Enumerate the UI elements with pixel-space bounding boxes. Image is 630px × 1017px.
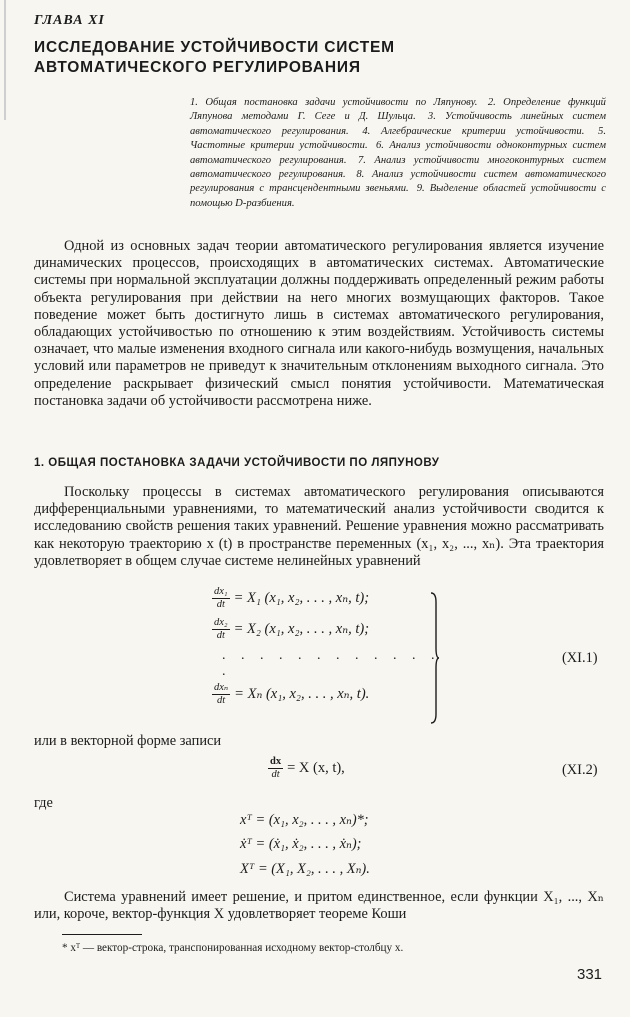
page-number: 331 xyxy=(577,966,603,983)
derivative-fraction: $\frac{\text{dxₙ}}{dt}$ xyxy=(214,682,229,706)
derivative-fraction: $\frac{\text{dx₁}}{dt}$ xyxy=(214,586,228,610)
equation-row-2 xyxy=(212,617,369,642)
contents-item-2: 2. Определение функций Ляпунова методами Г. Сеге и Д. Шульца. xyxy=(190,97,606,123)
vector-definition-X: Xᵀ = (X₁, X₂, . . . , Xₙ). xyxy=(240,861,370,877)
equation-rhs: = Xₙ (x₁, x₂, . . . , xₙ, t). xyxy=(234,686,370,702)
contents-item-7: 7. Анализ устойчивости многоконтурных систем автоматического регулирования. xyxy=(190,154,607,181)
intro-paragraph: Одной из основных задач теории автоматического регулирования является изучение динамических процессов, происходящих в автоматических системах. Автоматические системы при нормальной эксплуатации должны поддерживать определенный режим работы объекта регулирования при действии на него многих возмущающих факторов. Такое поведение может быть достигнуто лишь в системах автоматического регулирования, обладающих устойчивостью по отношению к этим воздействиям. Устойчивость системы означает, что малые изменения входного сигнала или какого-нибудь возмущения, начальных условий или параметров не приведут к значительным отклонениям выходного сигнала. Это определение раскрывает физический смысл понятия устойчивости. Математическая постановка задачи об устойчивости рассмотрена ниже. xyxy=(34,238,604,409)
vector-form-intro: или в векторной форме записи xyxy=(34,733,222,749)
contents-item-5: 5. Частотные критерии устойчивости. xyxy=(190,125,606,152)
equation-row-1 xyxy=(212,586,369,611)
right-brace-icon xyxy=(430,592,440,724)
contents-item-1: 1. Общая постановка задачи устойчивости по Ляпунову. xyxy=(190,97,478,108)
equation-number-xi2: (XI.2) xyxy=(562,762,598,778)
chapter-contents xyxy=(190,96,606,211)
equation-rhs: = X₂ (x₁, x₂, . . . , xₙ, t); xyxy=(233,621,370,637)
footnote: * xᵀ — вектор-строка, транспонированная исходному вектор-столбцу x. xyxy=(62,942,404,954)
section-paragraph: Поскольку процессы в системах автоматического регулирования описываются дифференциальными уравнениями, то математический анализ устойчивости сводится к исследованию свойств решения таких уравнений. Решение уравнения можно рассматривать как некоторую траекторию x (t) в пространстве переменных (x₁, x₂, ..., xₙ). Эта траектория удовлетворяет в общем случае системе нелинейных уравнений xyxy=(34,484,604,569)
closing-paragraph: Система уравнений имеет решение, и притом единственное, если функции X₁, ..., Xₙ или, короче, вектор-функция X удовлетворяет теореме Коши xyxy=(34,889,604,923)
scan-edge-mark xyxy=(4,0,6,120)
vector-definition-x: xᵀ = (x₁, x₂, . . . , xₙ)*; xyxy=(240,812,369,828)
vector-definition-xdot: ẋᵀ = (ẋ₁, ẋ₂, . . . , ẋₙ); xyxy=(240,836,362,852)
equation-rhs: = X (x, t), xyxy=(287,760,345,776)
chapter-label: ГЛАВА XI xyxy=(34,13,105,28)
chapter-title-line-1: ИССЛЕДОВАНИЕ УСТОЙЧИВОСТИ СИСТЕМ xyxy=(34,39,395,56)
equation-number-xi1: (XI.1) xyxy=(562,650,598,666)
section-heading: 1. ОБЩАЯ ПОСТАНОВКА ЗАДАЧИ УСТОЙЧИВОСТИ ПО ЛЯПУНОВУ xyxy=(34,457,440,469)
equation-row-n xyxy=(212,682,369,707)
contents-item-8: 8. Анализ устойчивости систем автоматического регулирования с трансцендентными звеньями. xyxy=(190,169,606,195)
contents-item-9: 9. Выделение областей устойчивости с помощью D-разбиения. xyxy=(190,183,606,209)
derivative-fraction: $\frac{dx}{dt}$ xyxy=(270,756,282,780)
footnote-divider xyxy=(62,934,142,935)
contents-item-6: 6. Анализ устойчивости одноконтурных систем автоматического регулирования. xyxy=(190,140,606,166)
contents-item-4: 4. Алгебраические критерии устойчивости. xyxy=(362,125,585,137)
equation-dots: . . . . . . . . . . . . . xyxy=(222,648,441,679)
derivative-fraction: $\frac{\text{dx₂}}{dt}$ xyxy=(214,617,228,641)
chapter-title-line-2: АВТОМАТИЧЕСКОГО РЕГУЛИРОВАНИЯ xyxy=(34,59,361,76)
equation-rhs: = X₁ (x₁, x₂, . . . , xₙ, t); xyxy=(233,590,370,606)
chapter-title xyxy=(34,38,395,78)
where-label: где xyxy=(34,795,53,811)
contents-item-3: 3. Устойчивость линейных систем автоматического регулирования. xyxy=(190,111,606,137)
vector-equation xyxy=(268,756,345,781)
